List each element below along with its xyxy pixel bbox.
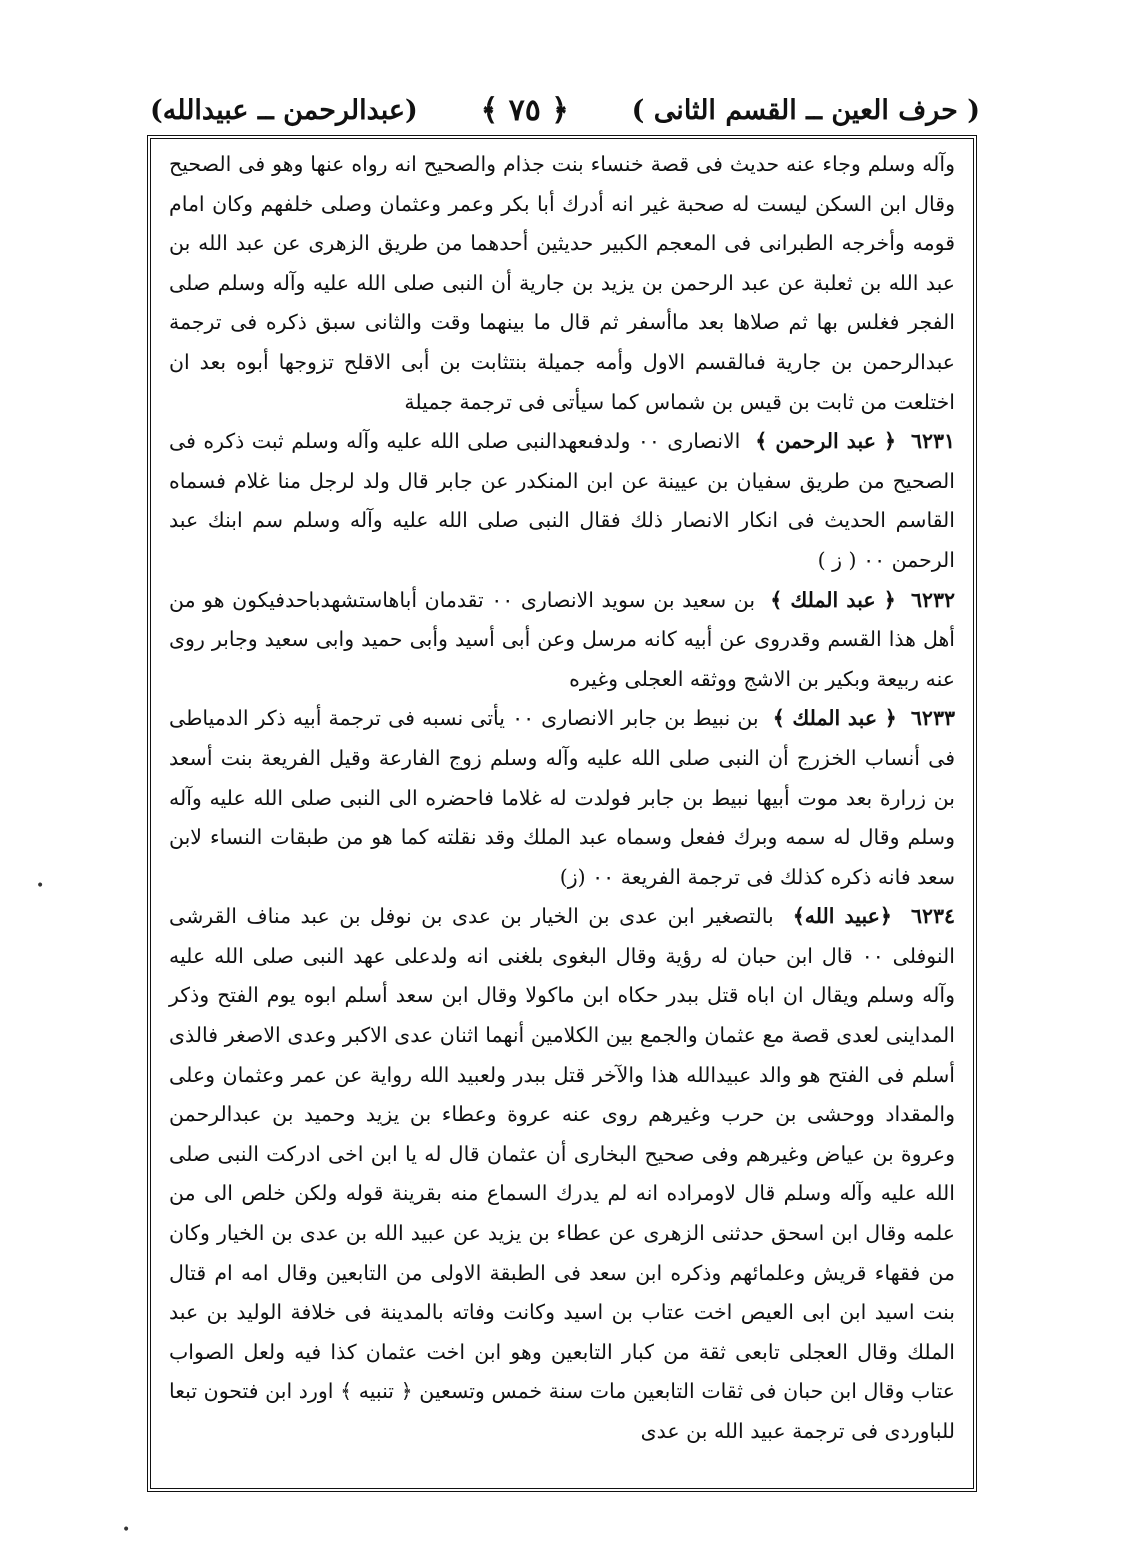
page-header (150, 85, 980, 135)
entry-6231 (169, 422, 955, 580)
header-section-title: ( حرف العين ــ القسم الثانى ) (631, 94, 980, 126)
entry-name: ﴿عبيد الله﴾ (792, 904, 892, 929)
entry-text: بن سعيد بن سويد الانصارى ٠٠ تقدمان أباهاستشهدباحدفيكون هو من أهل هذا القسم وقدروى عن أبيه كانه مرسل وعن أبى أسيد وأبى حميد وابى سعيد وجابر روى عنه ربيعة وبكير بن الاشج ووثقه العجلى وغيره (169, 587, 955, 691)
text-frame (147, 135, 977, 1492)
entry-number: ٦٢٣٤ (910, 904, 955, 929)
scan-speck: • (122, 1522, 131, 1538)
body-text (169, 145, 955, 1452)
paragraph-continuation (169, 145, 955, 422)
entry-name: ﴿ عبد الرحمن ﴾ (755, 429, 897, 454)
entry-text: الانصارى ٠٠ ولدفىعهدالنبى صلى الله عليه وآله وسلم ثبت ذكره فى الصحيح من طريق سفيان بن عيينة عن ابن المنكدر عن جابر قال ولد لرجل منا غلام فسماه القاسم الحديث فى انكار الانصار ذلك فقال النبى صلى الله عليه وآله وسلم سم ابنك عبد الرحمن ٠٠ ( ز ) (169, 429, 955, 572)
entry-6234 (169, 897, 955, 1451)
entry-number: ٦٢٣٢ (910, 587, 955, 612)
entry-text: بن نبيط بن جابر الانصارى ٠٠ يأتى نسبه فى ترجمة أبيه ذكر الدمياطى فى أنساب الخزرج أن النبى صلى الله عليه وآله وسلم زوج الفارعة وقيل الفريعة بنت أسعد بن زرارة بعد موت أبيها نبيط بن جابر فولدت له غلاما فاحضره الى النبى صلى الله عليه وآله وسلم وقال له سمه وبرك ففعل وسماه عبد الملك وقد نقلته كما هو من طبقات النساء لابن سعد فانه ذكره كذلك فى ترجمة الفريعة ٠٠ (ز) (169, 706, 955, 889)
entry-name: ﴿ عبد الملك ﴾ (770, 587, 896, 612)
paragraph-text: وآله وسلم وجاء عنه حديث فى قصة خنساء بنت جذام والصحيح انه رواه عنها وهو فى الصحيح وقال ابن السكن ليست له صحبة غير انه أدرك أبا بكر وعمر وعثمان وصلى خلفهم وكان امام قومه وأخرجه الطبرانى فى المعجم الكبير حديثين أحدهما من طريق الزهرى عن عبد الله بن عبد الله بن ثعلبة عن عبد الرحمن بن يزيد بن جارية أن النبى صلى الله عليه وآله وسلم صلى الفجر فغلس بها ثم صلاها بعد ماأسفر ثم قال ما بينهما وقت والثانى سبق ذكره فى ترجمة عبدالرحمن بن جارية فىالقسم الاول وأمه جميلة بنتثابت بن أبى الاقلح تزوجها أبوه بعد ان اختلعت من ثابت بن قيس بن شماس كما سيأتى فى ترجمة جميلة (169, 152, 955, 414)
entry-text: بالتصغير ابن عدى بن الخيار بن عدى بن نوفل بن عبد مناف القرشى النوفلى ٠٠ قال ابن حبان له رؤية وقال البغوى بلغنى انه ولدعلى عهد النبى صلى الله عليه وآله وسلم ويقال ان اباه قتل ببدر حكاه ابن ماكولا وقال ابن سعد أسلم ابوه يوم الفتح وذكر المداينى لعدى قصة مع عثمان والجمع بين الكلامين أنهما اثنان عدى الاكبر وعدى الاصغر فالذى أسلم فى الفتح هو والد عبيدالله هذا والآخر قتل ببدر ولعبيد الله رواية عن عمر وعثمان وعلى والمقداد ووحشى بن حرب وغيرهم روى عنه عروة وعطاء بن يزيد وحميد بن عبدالرحمن وعروة بن عياض وغيرهم وفى صحيح البخارى أن عثمان قال له يا ابن اخى ادركت النبى صلى الله عليه وآله وسلم قال لاومراده انه لم يدرك السماع منه بقرينة قوله ولكن خلص الى من علمه وقال ابن اسحق حدثنى الزهرى عن عطاء بن يزيد عن عبيد الله بن عدى بن الخيار وكان من فقهاء قريش وعلمائهم وذكره ابن سعد فى الطبقة الاولى من التابعين وقال امه ام قتال بنت اسيد ابن ابى العيص اخت عتاب بن اسيد وكانت وفاته بالمدينة فى خلافة الوليد بن عبد الملك وقال العجلى تابعى ثقة من كبار التابعين وهو ابن اخت عثمان كذا فيه ولعل الصواب عتاب وقال ابن حبان فى ثقات التابعين مات سنة خمس وتسعين ﴿ تنبيه ﴾ اورد ابن فتحون تبعا للباوردى فى ترجمة عبيد الله بن عدى (169, 904, 955, 1443)
entry-name: ﴿ عبد الملك ﴾ (772, 706, 897, 731)
header-entry-range: (عبدالرحمن ــ عبيدالله) (150, 94, 418, 126)
entry-number: ٦٢٣١ (910, 429, 956, 454)
page-number: ﴿ ٧٥ ﴾ (480, 92, 569, 128)
scan-speck: • (36, 878, 45, 894)
entry-6232 (169, 581, 955, 700)
entry-6233 (169, 699, 955, 897)
entry-number: ٦٢٣٣ (910, 706, 955, 731)
